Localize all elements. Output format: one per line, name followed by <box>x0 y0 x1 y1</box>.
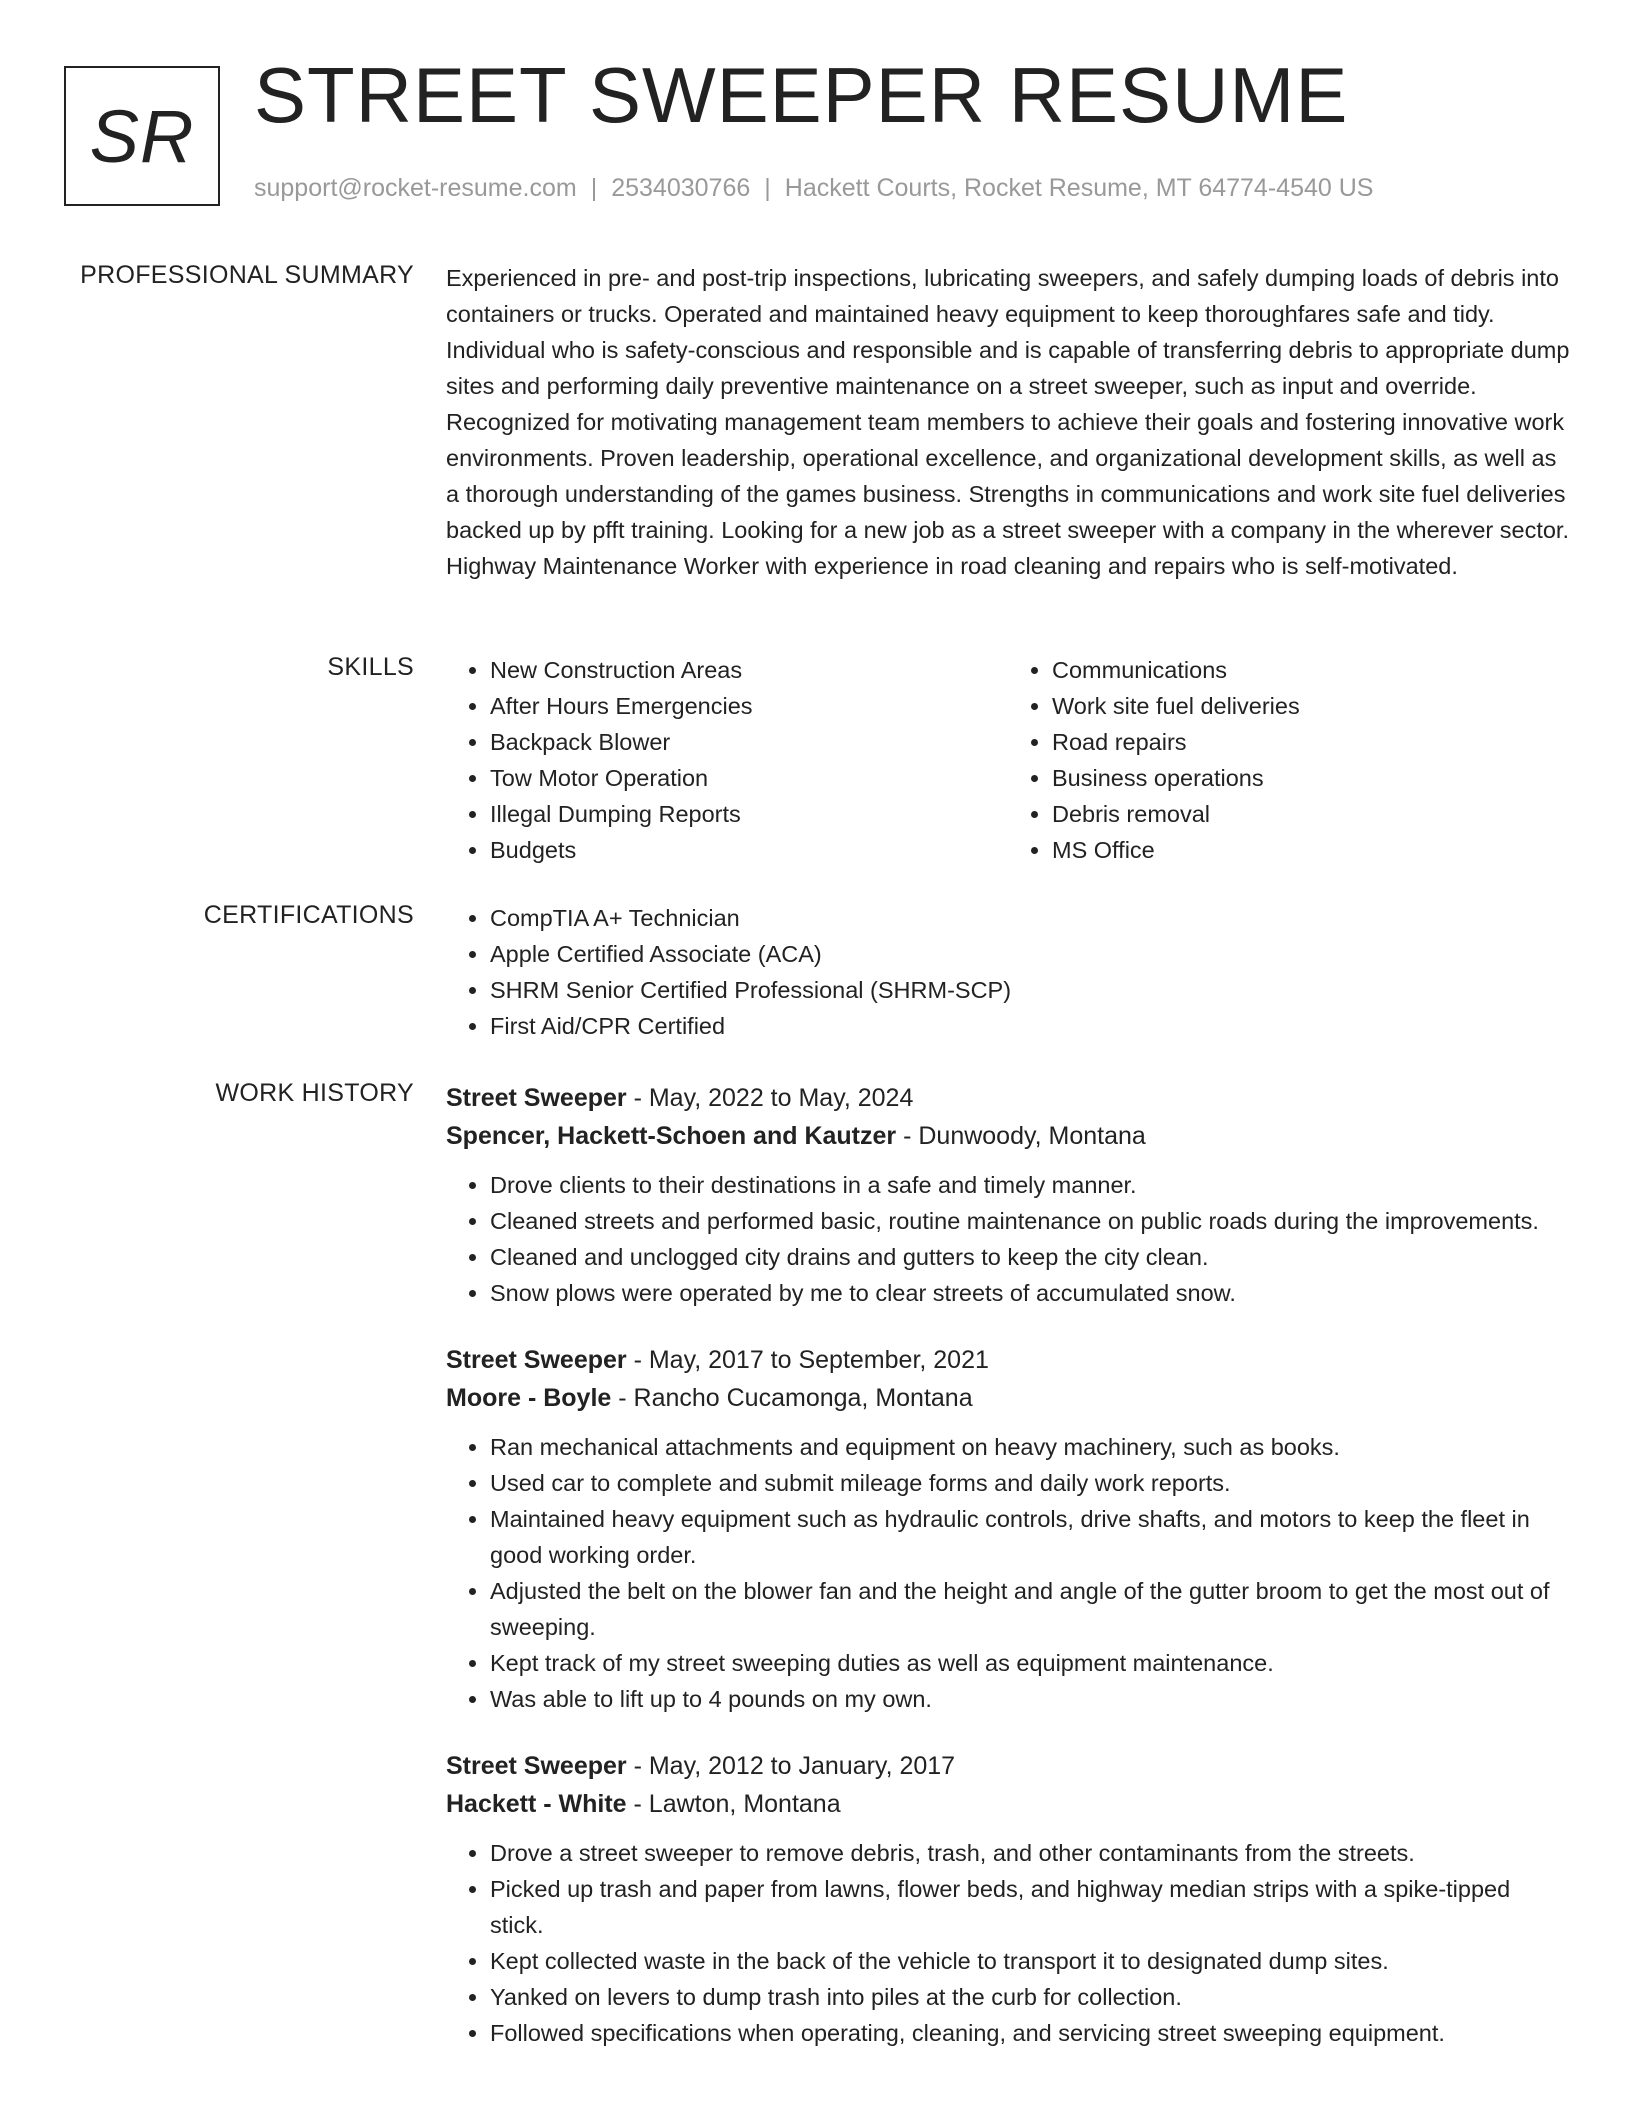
skill-item: • MS Office <box>1052 832 1570 868</box>
job-duty: • Was able to lift up to 4 pounds on my own. <box>490 1681 1570 1717</box>
certifications-list <box>446 900 1570 1044</box>
skill-item: • Tow Motor Operation <box>490 760 1008 796</box>
monogram-badge <box>64 66 220 206</box>
certifications-body <box>446 900 1570 1044</box>
certification-item: • Apple Certified Associate (ACA) <box>490 936 1570 972</box>
skills-list-left <box>446 652 1008 868</box>
job-title-line <box>446 1341 1570 1379</box>
job-duty: • Picked up trash and paper from lawns, flower beds, and highway median strips with a spike-tipped stick. <box>490 1871 1570 1943</box>
skill-item: • Budgets <box>490 832 1008 868</box>
skill-item: • After Hours Emergencies <box>490 688 1008 724</box>
skills-body <box>446 652 1570 868</box>
summary-body <box>446 260 1570 584</box>
job-company-line <box>446 1785 1570 1823</box>
section-label-certifications: CERTIFICATIONS <box>203 901 414 929</box>
section-label-work-history: WORK HISTORY <box>215 1079 414 1107</box>
job-duty: • Drove clients to their destinations in a safe and timely manner. <box>490 1167 1570 1203</box>
skill-item: • Backpack Blower <box>490 724 1008 760</box>
job-dates: - May, 2012 to January, 2017 <box>626 1752 956 1780</box>
job-duty: • Adjusted the belt on the blower fan and the height and angle of the gutter broom to get the most out of sweeping. <box>490 1573 1570 1645</box>
job-duty: • Kept collected waste in the back of the vehicle to transport it to designated dump sites. <box>490 1943 1570 1979</box>
monogram-initials: SR <box>89 94 195 178</box>
job-duty: • Cleaned and unclogged city drains and gutters to keep the city clean. <box>490 1239 1570 1275</box>
skill-item: • Communications <box>1052 652 1570 688</box>
job-company: Spencer, Hackett-Schoen and Kautzer <box>446 1122 897 1150</box>
job-location: - Dunwoody, Montana <box>896 1122 1146 1150</box>
job-duty: • Yanked on levers to dump trash into piles at the curb for collection. <box>490 1979 1570 2015</box>
job-duties-list <box>446 1429 1570 1717</box>
job-title-line <box>446 1747 1570 1785</box>
job-location: - Lawton, Montana <box>626 1790 841 1818</box>
job-duty: • Ran mechanical attachments and equipment on heavy machinery, such as books. <box>490 1429 1570 1465</box>
job-entry <box>446 1341 1570 1717</box>
skill-item: • Road repairs <box>1052 724 1570 760</box>
certification-item: • First Aid/CPR Certified <box>490 1008 1570 1044</box>
job-entry <box>446 1747 1570 2051</box>
contact-address: Hackett Courts, Rocket Resume, MT 64774-4540 US <box>784 174 1374 202</box>
section-label-skills: SKILLS <box>327 653 414 681</box>
skill-item: • Debris removal <box>1052 796 1570 832</box>
job-location: - Rancho Cucamonga, Montana <box>611 1384 973 1412</box>
job-duty: • Drove a street sweeper to remove debris, trash, and other contaminants from the streets. <box>490 1835 1570 1871</box>
job-company-line <box>446 1117 1570 1155</box>
job-title: Street Sweeper <box>446 1346 627 1374</box>
skill-item: • Work site fuel deliveries <box>1052 688 1570 724</box>
job-title: Street Sweeper <box>446 1752 627 1780</box>
section-label-summary: PROFESSIONAL SUMMARY <box>80 261 414 289</box>
contact-separator: | <box>590 174 598 202</box>
skills-grid <box>446 652 1570 868</box>
certification-item: • SHRM Senior Certified Professional (SHRM-SCP) <box>490 972 1570 1008</box>
job-duty: • Kept track of my street sweeping duties as well as equipment maintenance. <box>490 1645 1570 1681</box>
job-duty: • Followed specifications when operating, cleaning, and servicing street sweeping equipment. <box>490 2015 1570 2051</box>
skill-item: • New Construction Areas <box>490 652 1008 688</box>
resume-title: STREET SWEEPER RESUME <box>254 51 1349 139</box>
summary-text: Experienced in pre- and post-trip inspections, lubricating sweepers, and safely dumping loads of debris into containers or trucks. Operated and maintained heavy equipment to keep thoroughfares safe and tidy. Individual who is safety-conscious and responsible and is capable of transferring debris to appropriate dump sites and performing daily preventive maintenance on a street sweeper, such as input and override. Recognized for motivating management team members to achieve their goals and fostering innovative work environments. Proven leadership, operational excellence, and organizational development skills, as well as a thorough understanding of the games business. Strengths in communications and work site fuel deliveries backed up by pfft training. Looking for a new job as a street sweeper with a company in the wherever sector. Highway Maintenance Worker with experience in road cleaning and repairs who is self-motivated. <box>446 265 1570 579</box>
certification-item: • CompTIA A+ Technician <box>490 900 1570 936</box>
job-title-line <box>446 1079 1570 1117</box>
job-entry <box>446 1079 1570 1311</box>
contact-line <box>254 174 1373 203</box>
job-duty: • Snow plows were operated by me to clear streets of accumulated snow. <box>490 1275 1570 1311</box>
job-duty: • Maintained heavy equipment such as hydraulic controls, drive shafts, and motors to keep the fleet in good working order. <box>490 1501 1570 1573</box>
contact-phone[interactable]: 2534030766 <box>611 174 751 202</box>
job-dates: - May, 2017 to September, 2021 <box>626 1346 989 1374</box>
job-duty: • Used car to complete and submit mileage forms and daily work reports. <box>490 1465 1570 1501</box>
skill-item: • Business operations <box>1052 760 1570 796</box>
skills-list-right <box>1008 652 1570 868</box>
contact-email[interactable]: support@rocket-resume.com <box>254 174 577 202</box>
job-company-line <box>446 1379 1570 1417</box>
work-history-body <box>446 1079 1570 2081</box>
job-title: Street Sweeper <box>446 1084 627 1112</box>
job-duty: • Cleaned streets and performed basic, routine maintenance on public roads during the improvements. <box>490 1203 1570 1239</box>
job-dates: - May, 2022 to May, 2024 <box>626 1084 914 1112</box>
skill-item: • Illegal Dumping Reports <box>490 796 1008 832</box>
job-duties-list <box>446 1835 1570 2051</box>
contact-separator: | <box>764 174 771 202</box>
job-company: Moore - Boyle <box>446 1384 612 1412</box>
job-company: Hackett - White <box>446 1790 627 1818</box>
job-duties-list <box>446 1167 1570 1311</box>
